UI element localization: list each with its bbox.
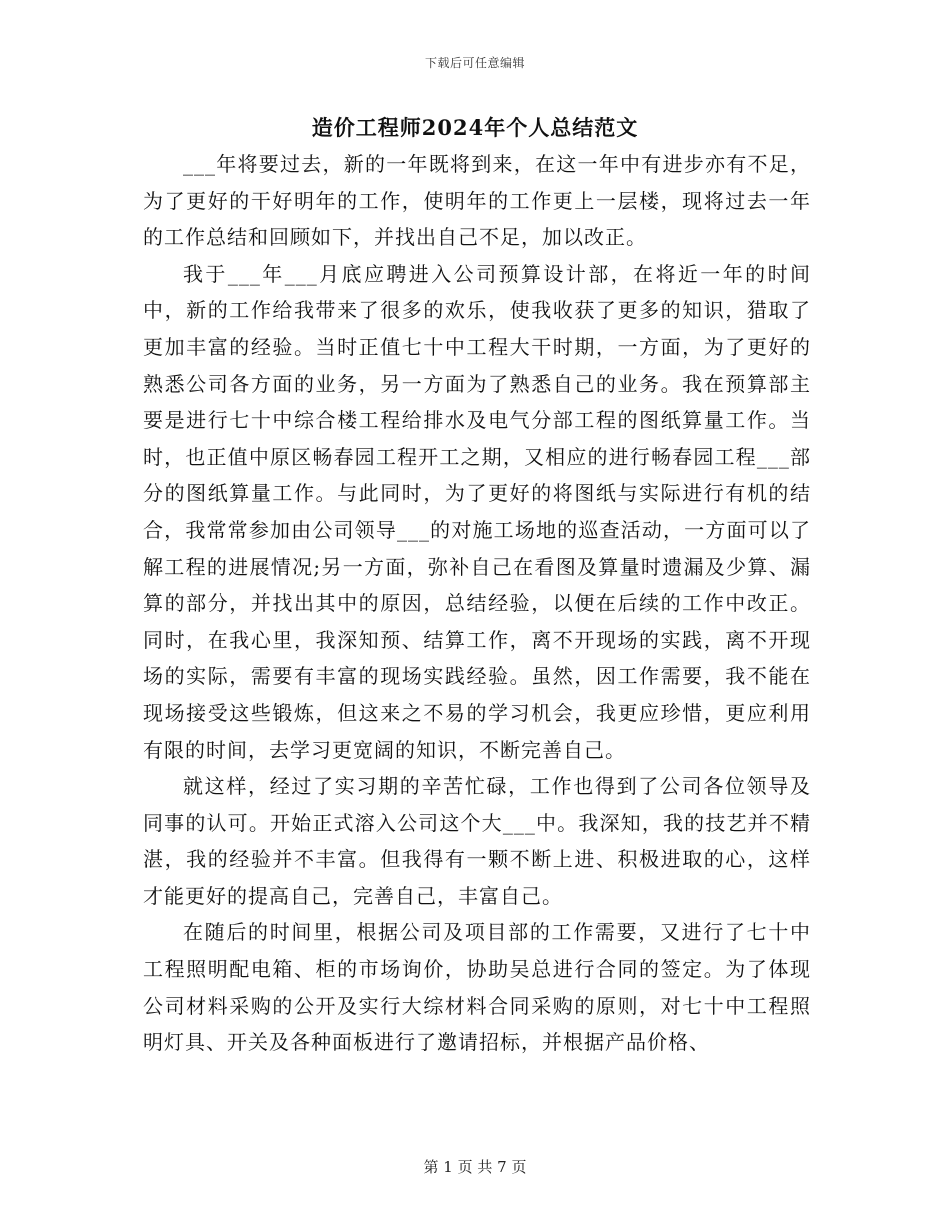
paragraph: 在随后的时间里，根据公司及项目部的工作需要，又进行了七十中工程照明配电箱、柜的市场询价，协助吴总进行合同的签定。为了体现公司材料采购的公开及实行大综材料合同采购的原则，对七十中工程照明灯具、开关及各种面板进行了邀请招标，并根据产品价格、	[143, 920, 811, 1055]
document-title: 造价工程师2024年个人总结范文	[311, 115, 639, 140]
paragraph: 就这样，经过了实习期的辛苦忙碌，工作也得到了公司各位领导及同事的认可。开始正式溶入公司这个大___中。我深知，我的技艺并不精湛，我的经验并不丰富。但我得有一颗不断上进、积极进取的心，这样才能更好的提高自己，完善自己，丰富自己。	[143, 774, 811, 908]
header-note: 下载后可任意编辑	[424, 56, 525, 70]
document-body	[143, 146, 811, 1061]
paragraph: ___年将要过去，新的一年既将到来，在这一年中有进步亦有不足，为了更好的干好明年的工作，使明年的工作更上一层楼，现将过去一年的工作总结和回顾如下，并找出自己不足，加以改正。	[143, 152, 811, 250]
page-number: 第 1 页 共 7 页	[423, 1158, 527, 1176]
paragraph: 我于___年___月底应聘进入公司预算设计部，在将近一年的时间中，新的工作给我带来了很多的欢乐，使我收获了更多的知识，猎取了更加丰富的经验。当时正值七十中工程大干时期，一方面，为了更好的熟悉公司各方面的业务，另一方面为了熟悉自己的业务。我在预算部主要是进行七十中综合楼工程给排水及电气分部工程的图纸算量工作。当时，也正值中原区畅春园工程开工之期，又相应的进行畅春园工程___部分的图纸算量工作。与此同时，为了更好的将图纸与实际进行有机的结合，我常常参加由公司领导___的对施工场地的巡查活动，一方面可以了解工程的进展情况;另一方面，弥补自己在看图及算量时遗漏及少算、漏算的部分，并找出其中的原因，总结经验，以便在后续的工作中改正。同时，在我心里，我深知预、结算工作，离不开现场的实践，离不开现场的实际，需要有丰富的现场实践经验。虽然，因工作需要，我不能在现场接受这些锻炼，但这来之不易的学习机会，我更应珍惜，更应利用有限的时间，去学习更宽阔的知识，不断完善自己。	[143, 261, 811, 762]
